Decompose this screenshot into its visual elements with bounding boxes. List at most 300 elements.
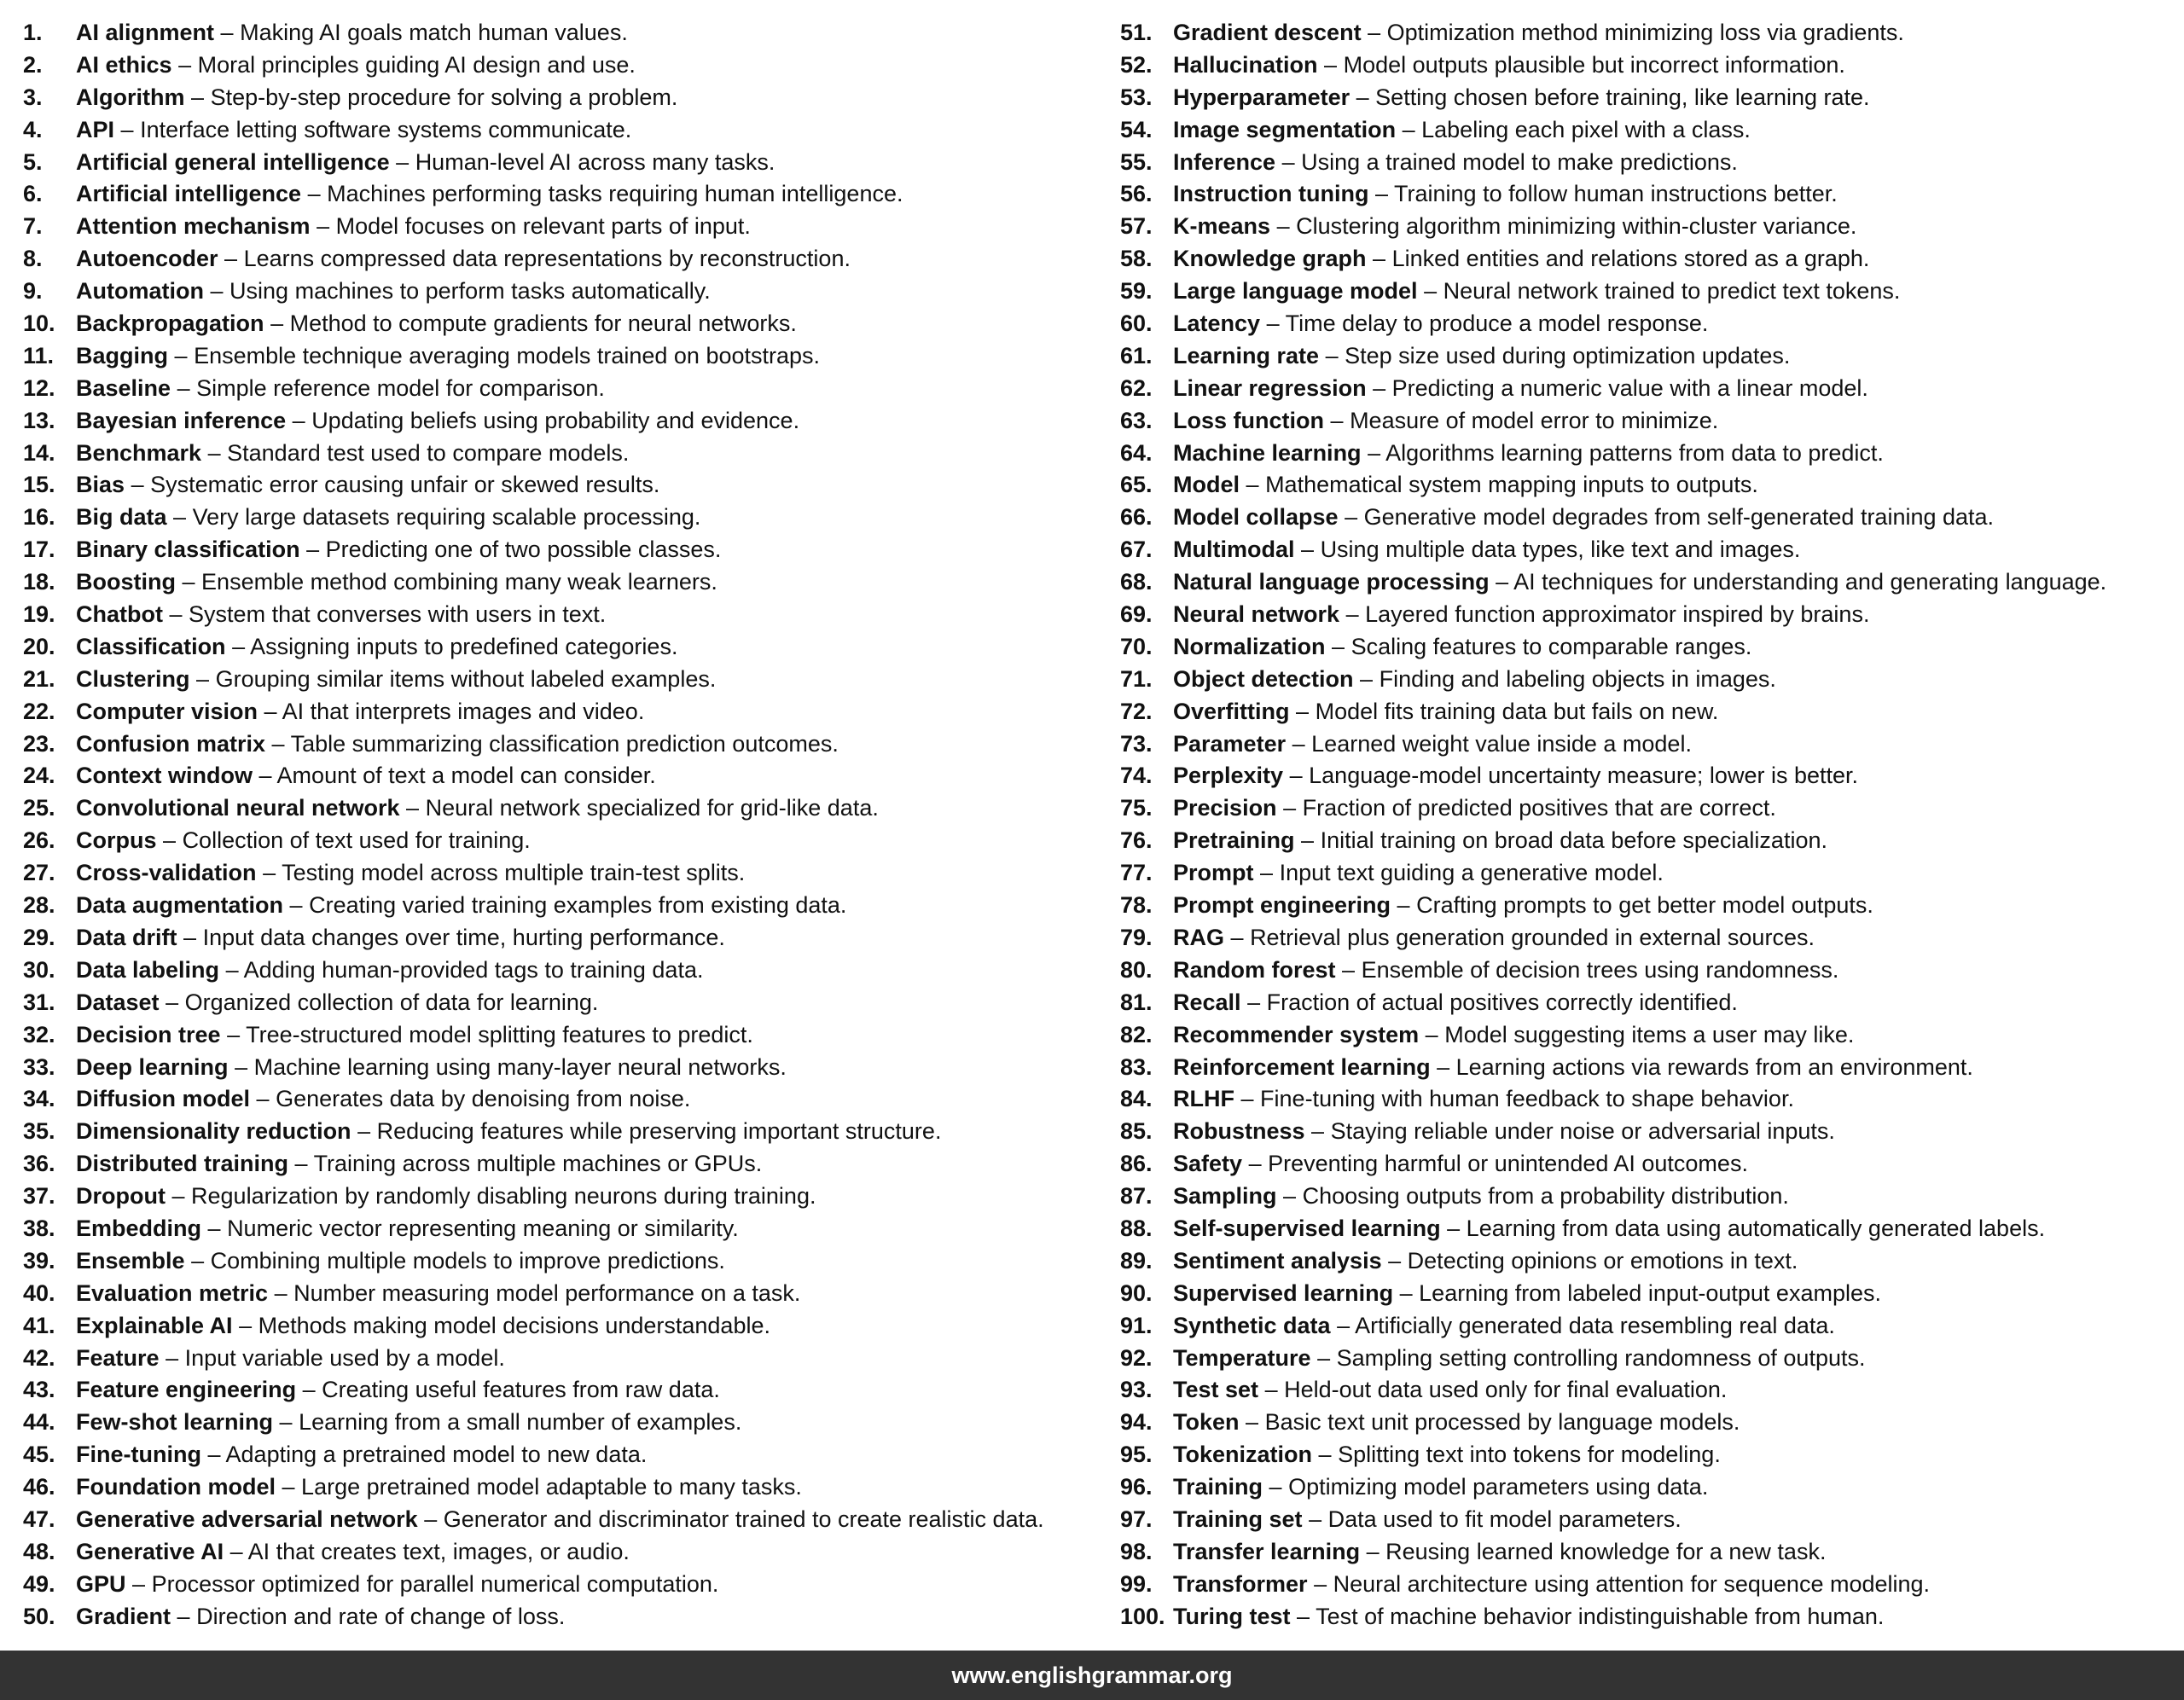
entry-term: Neural network: [1173, 601, 1340, 628]
entry-number: 38.: [23, 1215, 55, 1241]
entry-text: [1173, 469, 1758, 502]
entry-separator: –: [239, 1312, 253, 1338]
glossary-entry: [1120, 1278, 2182, 1310]
entry-definition: Using a trained model to make predictions.: [1301, 148, 1738, 175]
entry-number: 20.: [23, 633, 55, 659]
entry-number: 97.: [1120, 1506, 1153, 1532]
entry-term: Model collapse: [1173, 504, 1339, 531]
entry-number: 63.: [1120, 407, 1153, 433]
glossary-entry: [1120, 1052, 2182, 1084]
entry-term: Loss function: [1173, 407, 1324, 433]
entry-definition: Initial training on broad data before specialization.: [1320, 827, 1827, 854]
entry-separator: –: [177, 1603, 190, 1629]
entry-separator: –: [1368, 439, 1381, 466]
entry-text: [1173, 857, 1664, 890]
entry-term: Precision: [1173, 795, 1277, 821]
entry-number: 37.: [23, 1183, 55, 1210]
entry-definition: Using multiple data types, like text and images.: [1320, 537, 1801, 563]
glossary-entry: [23, 1343, 1098, 1375]
entry-definition: Simple reference model for comparison.: [196, 374, 605, 401]
entry-definition: Neural network specialized for grid-like data.: [425, 795, 879, 821]
entry-term: Fine-tuning: [76, 1442, 201, 1468]
entry-term: Data augmentation: [76, 892, 284, 919]
entry-text: [1173, 438, 1884, 470]
entry-number: 39.: [23, 1247, 55, 1274]
entry-text: [76, 469, 659, 502]
entry-number: 100.: [1120, 1603, 1165, 1629]
entry-number: 42.: [23, 1344, 55, 1371]
entry-text: [76, 1601, 565, 1633]
entry-separator: –: [1311, 1118, 1325, 1145]
entry-definition: Training to follow human instructions better.: [1394, 181, 1838, 207]
entry-text: [76, 1343, 505, 1375]
entry-separator: –: [258, 763, 272, 789]
entry-term: Cross-validation: [76, 860, 257, 886]
entry-separator: –: [270, 310, 284, 337]
entry-term: Explainable AI: [76, 1312, 233, 1338]
entry-number: 61.: [1120, 342, 1153, 368]
entry-term: Computer vision: [76, 698, 258, 724]
entry-text: [76, 114, 631, 147]
entry-number: 31.: [23, 989, 55, 1015]
entry-number: 83.: [1120, 1053, 1153, 1080]
entry-separator: –: [292, 407, 305, 433]
entry-definition: Neural architecture using attention for sequence modeling.: [1333, 1570, 1931, 1597]
entry-term: Autoencoder: [76, 246, 218, 272]
entry-number: 88.: [1120, 1215, 1153, 1241]
entry-definition: Learned weight value inside a model.: [1311, 730, 1692, 757]
entry-separator: –: [1345, 601, 1359, 628]
entry-text: [76, 1083, 690, 1116]
entry-number: 93.: [1120, 1377, 1153, 1403]
entry-text: [76, 534, 721, 566]
entry-number: 52.: [1120, 51, 1153, 78]
entry-definition: Methods making model decisions understandable.: [258, 1312, 770, 1338]
glossary-entry: [23, 1569, 1098, 1601]
glossary-entry: [1120, 825, 2182, 857]
entry-definition: Clustering algorithm minimizing within-cluster variance.: [1296, 213, 1857, 240]
entry-number: 76.: [1120, 827, 1153, 854]
entry-definition: Crafting prompts to get better model outputs.: [1416, 892, 1873, 919]
entry-term: RLHF: [1173, 1086, 1234, 1112]
entry-separator: –: [1240, 1086, 1254, 1112]
entry-separator: –: [1301, 537, 1315, 563]
glossary-entry: [1120, 792, 2182, 825]
glossary-entry: [1120, 1245, 2182, 1278]
entry-separator: –: [256, 1086, 270, 1112]
entry-number: 91.: [1120, 1312, 1153, 1338]
glossary-entry: [23, 1245, 1098, 1278]
entry-definition: Layered function approximator inspired by brains.: [1365, 601, 1870, 628]
glossary-entry: [23, 534, 1098, 566]
entry-text: [1173, 211, 1856, 243]
entry-definition: Input data changes over time, hurting performance.: [202, 924, 725, 950]
entry-separator: –: [1318, 1442, 1332, 1468]
glossary-entry: [23, 1052, 1098, 1084]
entry-term: Multimodal: [1173, 537, 1295, 563]
glossary-entry: [23, 728, 1098, 761]
entry-text: [1173, 1310, 1835, 1343]
entry-number: 99.: [1120, 1570, 1153, 1597]
entry-separator: –: [306, 537, 320, 563]
entry-definition: Organized collection of data for learning.: [184, 989, 599, 1015]
entry-number: 89.: [1120, 1247, 1153, 1274]
glossary-entry: [1120, 890, 2182, 922]
entry-number: 95.: [1120, 1442, 1153, 1468]
entry-definition: Systematic error causing unfair or skewed results.: [150, 472, 660, 498]
entry-term: Big data: [76, 504, 167, 531]
entry-definition: Input variable used by a model.: [184, 1344, 505, 1371]
entry-text: [76, 211, 751, 243]
entry-definition: Interface letting software systems communicate.: [140, 116, 632, 142]
glossary-entry: [1120, 857, 2182, 890]
entry-number: 11.: [23, 342, 55, 368]
glossary-entry: [23, 696, 1098, 728]
entry-number: 57.: [1120, 213, 1153, 240]
entry-term: K-means: [1173, 213, 1271, 240]
entry-number: 66.: [1120, 504, 1153, 531]
entry-text: [1173, 1569, 1930, 1601]
entry-definition: Moral principles guiding AI design and use.: [197, 51, 636, 78]
entry-definition: Optimization method minimizing loss via gradients.: [1386, 20, 1904, 45]
entry-text: [76, 760, 656, 792]
entry-number: 82.: [1120, 1021, 1153, 1047]
glossary-entry: [23, 1181, 1098, 1213]
entry-number: 45.: [23, 1442, 55, 1468]
entry-definition: Staying reliable under noise or adversarial inputs.: [1330, 1118, 1835, 1145]
entry-term: Generative AI: [76, 1538, 224, 1564]
entry-separator: –: [1437, 1053, 1450, 1080]
glossary-entry: [23, 1116, 1098, 1148]
entry-term: RAG: [1173, 924, 1224, 950]
entry-number: 3.: [23, 84, 43, 110]
entry-number: 60.: [1120, 310, 1153, 337]
glossary-entry: [1120, 1343, 2182, 1375]
entry-definition: Optimizing model parameters using data.: [1288, 1474, 1709, 1500]
glossary-entry: [1120, 373, 2182, 405]
entry-number: 19.: [23, 601, 55, 628]
entry-definition: Scaling features to comparable ranges.: [1350, 633, 1752, 659]
entry-definition: Linked entities and relations stored as a graph.: [1391, 246, 1870, 272]
entry-number: 80.: [1120, 956, 1153, 983]
entry-definition: Model focuses on relevant parts of input.: [335, 213, 751, 240]
entry-separator: –: [1246, 472, 1259, 498]
entry-separator: –: [174, 342, 188, 368]
entry-number: 47.: [23, 1506, 55, 1532]
entry-term: Data labeling: [76, 956, 220, 983]
glossary-entry: [23, 857, 1098, 890]
entry-definition: Generates data by denoising from noise.: [276, 1086, 691, 1112]
entry-term: Few-shot learning: [76, 1409, 274, 1436]
entry-text: [76, 276, 711, 308]
glossary-entry: [1120, 114, 2182, 147]
entry-number: 34.: [23, 1086, 55, 1112]
glossary-entry: [1120, 308, 2182, 340]
entry-term: Benchmark: [76, 439, 202, 466]
entry-number: 46.: [23, 1474, 55, 1500]
entry-term: Hallucination: [1173, 51, 1318, 78]
entry-separator: –: [1248, 1151, 1262, 1177]
entry-definition: Retrieval plus generation grounded in external sources.: [1250, 924, 1815, 950]
entry-text: [76, 1148, 762, 1181]
entry-definition: Learning actions via rewards from an environment.: [1455, 1053, 1973, 1080]
glossary-entry: [1120, 1569, 2182, 1601]
entry-text: [1173, 17, 1904, 49]
entry-definition: Held-out data used only for final evaluation.: [1284, 1377, 1728, 1403]
entry-number: 92.: [1120, 1344, 1153, 1371]
entry-definition: Table summarizing classification prediction outcomes.: [290, 730, 839, 757]
entry-term: Tokenization: [1173, 1442, 1313, 1468]
glossary-entry: [1120, 760, 2182, 792]
entry-separator: –: [1496, 569, 1509, 595]
entry-separator: –: [274, 1279, 288, 1306]
entry-separator: –: [1283, 795, 1297, 821]
entry-number: 54.: [1120, 116, 1153, 142]
entry-number: 9.: [23, 278, 43, 305]
entry-term: Corpus: [76, 827, 157, 854]
entry-term: Recommender system: [1173, 1021, 1420, 1047]
entry-number: 62.: [1120, 374, 1153, 401]
glossary-entry: [23, 1374, 1098, 1407]
entry-definition: Making AI goals match human values.: [240, 20, 628, 45]
glossary-entry: [23, 664, 1098, 696]
entry-separator: –: [220, 20, 234, 45]
entry-number: 21.: [23, 665, 55, 692]
glossary-entry: [1120, 17, 2182, 49]
entry-term: Generative adversarial network: [76, 1506, 418, 1532]
entry-number: 59.: [1120, 278, 1153, 305]
glossary-entry: [1120, 438, 2182, 470]
glossary-entry: [23, 469, 1098, 502]
glossary-entry: [23, 243, 1098, 276]
glossary-entry: [23, 631, 1098, 664]
entry-text: [1173, 664, 1776, 696]
entry-definition: Predicting one of two possible classes.: [325, 537, 722, 563]
entry-term: Sentiment analysis: [1173, 1247, 1382, 1274]
entry-term: Dimensionality reduction: [76, 1118, 351, 1145]
entry-text: [1173, 147, 1738, 179]
glossary-entry: [23, 987, 1098, 1019]
entry-term: Confusion matrix: [76, 730, 266, 757]
entry-text: [76, 502, 700, 534]
entry-term: Reinforcement learning: [1173, 1053, 1431, 1080]
entry-separator: –: [279, 1409, 293, 1436]
entry-separator: –: [1292, 730, 1305, 757]
entry-separator: –: [1424, 278, 1438, 305]
entry-definition: Learning from a small number of examples.: [299, 1409, 742, 1436]
entry-text: [1173, 1601, 1884, 1633]
entry-term: Feature engineering: [76, 1377, 297, 1403]
entry-definition: Measure of model error to minimize.: [1350, 407, 1719, 433]
entry-separator: –: [294, 1151, 308, 1177]
entry-text: [1173, 373, 1868, 405]
entry-definition: Model outputs plausible but incorrect information.: [1343, 51, 1845, 78]
entry-separator: –: [1402, 116, 1415, 142]
entry-text: [1173, 1245, 1798, 1278]
entry-text: [76, 696, 644, 728]
glossary-list: [0, 17, 2184, 1638]
glossary-entry: [1120, 211, 2182, 243]
entry-term: Ensemble: [76, 1247, 185, 1274]
entry-separator: –: [1247, 989, 1261, 1015]
entry-number: 68.: [1120, 569, 1153, 595]
entry-text: [1173, 1343, 1865, 1375]
entry-term: Natural language processing: [1173, 569, 1490, 595]
entry-separator: –: [1345, 504, 1358, 531]
glossary-entry: [1120, 664, 2182, 696]
entry-term: Artificial intelligence: [76, 181, 302, 207]
entry-number: 29.: [23, 924, 55, 950]
glossary-entry: [1120, 922, 2182, 954]
entry-term: Random forest: [1173, 956, 1336, 983]
entry-number: 69.: [1120, 601, 1153, 628]
entry-number: 14.: [23, 439, 55, 466]
entry-separator: –: [235, 1053, 248, 1080]
entry-separator: –: [166, 1344, 179, 1371]
glossary-entry: [1120, 405, 2182, 438]
entry-definition: Human-level AI across many tasks.: [415, 148, 775, 175]
entry-term: Sampling: [1173, 1183, 1277, 1210]
entry-term: Object detection: [1173, 665, 1354, 692]
entry-term: Recall: [1173, 989, 1241, 1015]
entry-term: Binary classification: [76, 537, 300, 563]
entry-text: [1173, 534, 1800, 566]
entry-number: 30.: [23, 956, 55, 983]
entry-text: [1173, 405, 1718, 438]
entry-number: 44.: [23, 1409, 55, 1436]
entry-definition: Input text guiding a generative model.: [1279, 860, 1664, 886]
glossary-entry: [23, 49, 1098, 82]
entry-number: 78.: [1120, 892, 1153, 919]
glossary-entry: [1120, 502, 2182, 534]
entry-term: GPU: [76, 1570, 126, 1597]
glossary-entry: [1120, 147, 2182, 179]
entry-term: Knowledge graph: [1173, 246, 1367, 272]
entry-definition: Model fits training data but fails on new.: [1315, 698, 1719, 724]
entry-definition: Using machines to perform tasks automatically.: [229, 278, 711, 305]
entry-term: Bias: [76, 472, 125, 498]
entry-definition: Model suggesting items a user may like.: [1444, 1021, 1855, 1047]
entry-definition: Tree-structured model splitting features to predict.: [246, 1021, 753, 1047]
glossary-column-left: [23, 17, 1098, 1633]
entry-separator: –: [1283, 1183, 1297, 1210]
entry-number: 50.: [23, 1603, 55, 1629]
entry-definition: Basic text unit processed by language models.: [1264, 1409, 1740, 1436]
entry-separator: –: [132, 1570, 146, 1597]
entry-definition: Very large datasets requiring scalable processing.: [192, 504, 701, 531]
entry-number: 53.: [1120, 84, 1153, 110]
entry-text: [1173, 243, 1869, 276]
entry-definition: Machines performing tasks requiring human intelligence.: [327, 181, 903, 207]
entry-text: [1173, 1116, 1835, 1148]
entry-separator: –: [169, 601, 183, 628]
entry-separator: –: [1309, 1506, 1322, 1532]
entry-text: [1173, 1407, 1740, 1439]
entry-separator: –: [396, 148, 410, 175]
entry-text: [76, 243, 851, 276]
entry-term: Large language model: [1173, 278, 1418, 305]
glossary-entry: [1120, 1407, 2182, 1439]
glossary-entry: [1120, 1504, 2182, 1536]
entry-number: 70.: [1120, 633, 1153, 659]
entry-separator: –: [1356, 84, 1369, 110]
entry-number: 79.: [1120, 924, 1153, 950]
entry-definition: Choosing outputs from a probability distribution.: [1302, 1183, 1789, 1210]
entry-separator: –: [1269, 1474, 1282, 1500]
entry-text: [1173, 114, 1751, 147]
glossary-entry: [1120, 178, 2182, 211]
entry-separator: –: [1388, 1247, 1402, 1274]
entry-text: [76, 631, 677, 664]
entry-number: 84.: [1120, 1086, 1153, 1112]
entry-separator: –: [207, 439, 221, 466]
entry-definition: Time delay to produce a model response.: [1285, 310, 1709, 337]
glossary-entry: [1120, 469, 2182, 502]
entry-term: Boosting: [76, 569, 176, 595]
entry-separator: –: [1297, 1603, 1310, 1629]
glossary-entry: [23, 147, 1098, 179]
glossary-entry: [1120, 1148, 2182, 1181]
entry-text: [76, 1374, 720, 1407]
glossary-entry: [23, 1439, 1098, 1471]
entry-definition: Processor optimized for parallel numerical computation.: [151, 1570, 719, 1597]
entry-term: Self-supervised learning: [1173, 1215, 1441, 1241]
entry-text: [76, 792, 879, 825]
entry-text: [76, 825, 531, 857]
footer-bar: [0, 1651, 2184, 1700]
glossary-entry: [1120, 1181, 2182, 1213]
entry-definition: Fraction of actual positives correctly identified.: [1266, 989, 1738, 1015]
glossary-entry: [23, 890, 1098, 922]
entry-definition: Learning from data using automatically generated labels.: [1466, 1215, 2046, 1241]
glossary-entry: [23, 178, 1098, 211]
entry-text: [1173, 890, 1873, 922]
entry-separator: –: [131, 472, 144, 498]
entry-text: [1173, 340, 1790, 373]
entry-text: [1173, 1052, 1973, 1084]
entry-number: 25.: [23, 795, 55, 821]
entry-text: [76, 599, 606, 631]
entry-definition: Assigning inputs to predefined categories.: [250, 633, 678, 659]
entry-definition: Combining multiple models to improve predictions.: [210, 1247, 725, 1274]
entry-definition: Reusing learned knowledge for a new task.: [1385, 1538, 1827, 1564]
entry-text: [76, 1213, 739, 1245]
entry-separator: –: [182, 569, 195, 595]
glossary-entry: [23, 760, 1098, 792]
entry-text: [76, 1439, 647, 1471]
glossary-entry: [23, 373, 1098, 405]
glossary-entry: [1120, 728, 2182, 761]
entry-definition: Step-by-step procedure for solving a problem.: [210, 84, 678, 110]
glossary-entry: [23, 599, 1098, 631]
entry-separator: –: [191, 84, 205, 110]
entry-text: [76, 1019, 753, 1052]
entry-term: Token: [1173, 1409, 1240, 1436]
entry-text: [1173, 1083, 1794, 1116]
entry-separator: –: [406, 795, 420, 821]
footer-website: www.englishgrammar.org: [951, 1662, 1233, 1688]
entry-term: Chatbot: [76, 601, 163, 628]
entry-definition: AI techniques for understanding and generating language.: [1513, 569, 2107, 595]
entry-separator: –: [1289, 763, 1303, 789]
entry-definition: Reducing features while preserving important structure.: [376, 1118, 942, 1145]
entry-separator: –: [166, 989, 179, 1015]
entry-term: Deep learning: [76, 1053, 229, 1080]
entry-separator: –: [225, 956, 239, 983]
entry-term: Classification: [76, 633, 226, 659]
entry-text: [1173, 728, 1692, 761]
entry-text: [1173, 696, 1718, 728]
